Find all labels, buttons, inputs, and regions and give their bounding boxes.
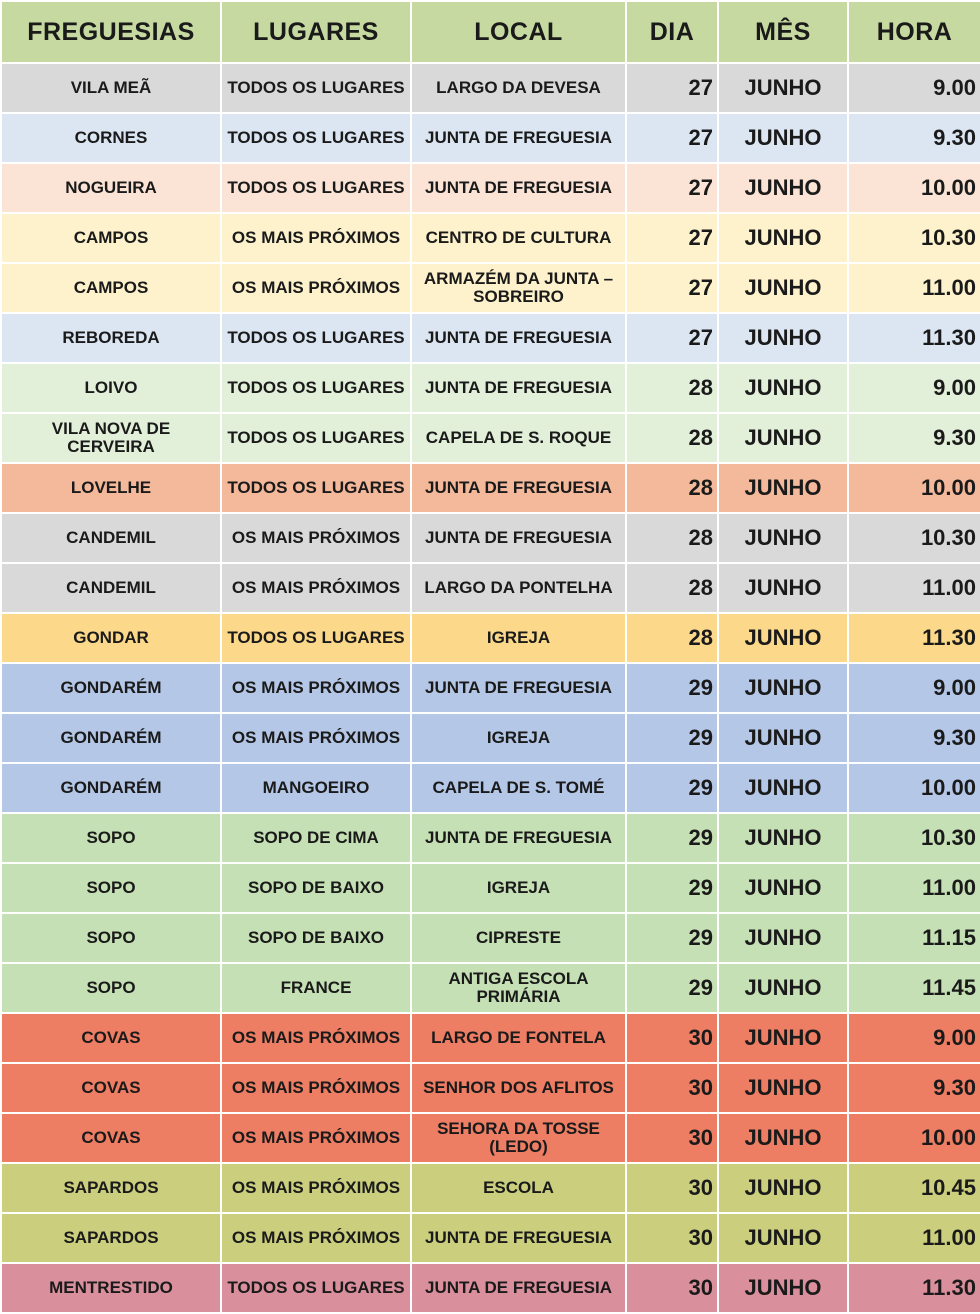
cell-hora: 10.00 [848, 463, 980, 513]
cell-freguesias: VILA NOVA DE CERVEIRA [1, 413, 221, 463]
table-row [1, 813, 980, 863]
cell-dia: 29 [626, 713, 718, 763]
cell-freguesias: CANDEMIL [1, 513, 221, 563]
cell-lugares: SOPO DE BAIXO [221, 863, 411, 913]
cell-freguesias: COVAS [1, 1063, 221, 1113]
table-row [1, 713, 980, 763]
cell-lugares: OS MAIS PRÓXIMOS [221, 563, 411, 613]
cell-local: SEHORA DA TOSSE (LEDO) [411, 1113, 626, 1163]
cell-hora: 9.00 [848, 63, 980, 113]
cell-lugares: OS MAIS PRÓXIMOS [221, 713, 411, 763]
cell-local: JUNTA DE FREGUESIA [411, 113, 626, 163]
column-header-dia: DIA [626, 1, 718, 63]
cell-lugares: TODOS OS LUGARES [221, 163, 411, 213]
cell-dia: 27 [626, 163, 718, 213]
table-row [1, 1163, 980, 1213]
cell-local: JUNTA DE FREGUESIA [411, 513, 626, 563]
cell-mes: JUNHO [718, 113, 848, 163]
table-header [1, 1, 980, 63]
cell-hora: 10.30 [848, 513, 980, 563]
cell-freguesias: SOPO [1, 913, 221, 963]
cell-dia: 27 [626, 263, 718, 313]
cell-dia: 30 [626, 1013, 718, 1063]
cell-dia: 27 [626, 113, 718, 163]
cell-mes: JUNHO [718, 763, 848, 813]
cell-mes: JUNHO [718, 1013, 848, 1063]
cell-dia: 27 [626, 213, 718, 263]
cell-lugares: TODOS OS LUGARES [221, 463, 411, 513]
cell-local: ARMAZÉM DA JUNTA – SOBREIRO [411, 263, 626, 313]
column-header-mes: MÊS [718, 1, 848, 63]
cell-freguesias: COVAS [1, 1113, 221, 1163]
cell-mes: JUNHO [718, 213, 848, 263]
cell-mes: JUNHO [718, 563, 848, 613]
cell-mes: JUNHO [718, 1063, 848, 1113]
cell-hora: 10.00 [848, 763, 980, 813]
cell-freguesias: SOPO [1, 863, 221, 913]
cell-freguesias: MENTRESTIDO [1, 1263, 221, 1313]
cell-hora: 9.30 [848, 113, 980, 163]
cell-lugares: OS MAIS PRÓXIMOS [221, 513, 411, 563]
cell-dia: 28 [626, 563, 718, 613]
cell-local: JUNTA DE FREGUESIA [411, 163, 626, 213]
cell-mes: JUNHO [718, 1213, 848, 1263]
cell-local: CAPELA DE S. ROQUE [411, 413, 626, 463]
cell-local: LARGO DA DEVESA [411, 63, 626, 113]
cell-mes: JUNHO [718, 463, 848, 513]
cell-lugares: MANGOEIRO [221, 763, 411, 813]
table-row [1, 563, 980, 613]
cell-lugares: OS MAIS PRÓXIMOS [221, 1013, 411, 1063]
cell-local: IGREJA [411, 613, 626, 663]
table-row [1, 413, 980, 463]
cell-lugares: TODOS OS LUGARES [221, 1263, 411, 1313]
cell-hora: 9.00 [848, 663, 980, 713]
table-row [1, 163, 980, 213]
cell-freguesias: LOIVO [1, 363, 221, 413]
table-row [1, 863, 980, 913]
cell-hora: 10.30 [848, 213, 980, 263]
table-row [1, 113, 980, 163]
cell-mes: JUNHO [718, 63, 848, 113]
cell-freguesias: VILA MEÃ [1, 63, 221, 113]
cell-freguesias: SOPO [1, 813, 221, 863]
table-row [1, 763, 980, 813]
table-row [1, 213, 980, 263]
table-row [1, 1063, 980, 1113]
cell-lugares: OS MAIS PRÓXIMOS [221, 663, 411, 713]
cell-lugares: OS MAIS PRÓXIMOS [221, 263, 411, 313]
table-body [1, 63, 980, 1313]
cell-mes: JUNHO [718, 613, 848, 663]
cell-local: ESCOLA [411, 1163, 626, 1213]
cell-dia: 29 [626, 663, 718, 713]
cell-lugares: TODOS OS LUGARES [221, 313, 411, 363]
cell-mes: JUNHO [718, 163, 848, 213]
column-header-local: LOCAL [411, 1, 626, 63]
table-row [1, 63, 980, 113]
cell-mes: JUNHO [718, 413, 848, 463]
table-row [1, 1113, 980, 1163]
cell-dia: 30 [626, 1163, 718, 1213]
cell-hora: 11.00 [848, 263, 980, 313]
cell-lugares: FRANCE [221, 963, 411, 1013]
column-header-lugares: LUGARES [221, 1, 411, 63]
cell-lugares: TODOS OS LUGARES [221, 113, 411, 163]
cell-freguesias: SAPARDOS [1, 1213, 221, 1263]
cell-freguesias: GONDARÉM [1, 763, 221, 813]
table-row [1, 513, 980, 563]
cell-lugares: OS MAIS PRÓXIMOS [221, 1113, 411, 1163]
cell-freguesias: SOPO [1, 963, 221, 1013]
table-row [1, 463, 980, 513]
cell-mes: JUNHO [718, 713, 848, 763]
cell-dia: 30 [626, 1263, 718, 1313]
cell-hora: 10.45 [848, 1163, 980, 1213]
cell-local: IGREJA [411, 713, 626, 763]
cell-dia: 28 [626, 363, 718, 413]
cell-hora: 9.30 [848, 713, 980, 763]
cell-freguesias: CANDEMIL [1, 563, 221, 613]
cell-mes: JUNHO [718, 963, 848, 1013]
cell-hora: 11.00 [848, 563, 980, 613]
cell-mes: JUNHO [718, 1163, 848, 1213]
cell-hora: 9.30 [848, 1063, 980, 1113]
cell-freguesias: GONDAR [1, 613, 221, 663]
cell-hora: 9.30 [848, 413, 980, 463]
cell-hora: 11.45 [848, 963, 980, 1013]
table-row [1, 263, 980, 313]
cell-dia: 27 [626, 313, 718, 363]
cell-lugares: OS MAIS PRÓXIMOS [221, 1063, 411, 1113]
cell-dia: 29 [626, 963, 718, 1013]
cell-mes: JUNHO [718, 863, 848, 913]
cell-lugares: OS MAIS PRÓXIMOS [221, 1163, 411, 1213]
table-row [1, 1213, 980, 1263]
cell-hora: 10.00 [848, 1113, 980, 1163]
table-row [1, 963, 980, 1013]
cell-dia: 28 [626, 513, 718, 563]
cell-mes: JUNHO [718, 913, 848, 963]
cell-local: JUNTA DE FREGUESIA [411, 1213, 626, 1263]
cell-mes: JUNHO [718, 813, 848, 863]
cell-freguesias: LOVELHE [1, 463, 221, 513]
cell-local: LARGO DA PONTELHA [411, 563, 626, 613]
cell-hora: 11.30 [848, 1263, 980, 1313]
cell-freguesias: CAMPOS [1, 263, 221, 313]
cell-lugares: TODOS OS LUGARES [221, 413, 411, 463]
cell-mes: JUNHO [718, 1263, 848, 1313]
table-row [1, 313, 980, 363]
cell-dia: 29 [626, 913, 718, 963]
header-row [1, 1, 980, 63]
table-row [1, 913, 980, 963]
cell-hora: 10.30 [848, 813, 980, 863]
column-header-freguesias: FREGUESIAS [1, 1, 221, 63]
cell-dia: 28 [626, 613, 718, 663]
cell-mes: JUNHO [718, 263, 848, 313]
table-row [1, 363, 980, 413]
cell-local: JUNTA DE FREGUESIA [411, 813, 626, 863]
cell-dia: 28 [626, 463, 718, 513]
cell-dia: 29 [626, 813, 718, 863]
cell-hora: 10.00 [848, 163, 980, 213]
cell-local: ANTIGA ESCOLA PRIMÁRIA [411, 963, 626, 1013]
cell-local: IGREJA [411, 863, 626, 913]
cell-hora: 9.00 [848, 363, 980, 413]
cell-local: SENHOR DOS AFLITOS [411, 1063, 626, 1113]
cell-freguesias: GONDARÉM [1, 663, 221, 713]
cell-mes: JUNHO [718, 513, 848, 563]
cell-local: JUNTA DE FREGUESIA [411, 663, 626, 713]
cell-hora: 11.15 [848, 913, 980, 963]
cell-freguesias: COVAS [1, 1013, 221, 1063]
cell-local: JUNTA DE FREGUESIA [411, 463, 626, 513]
cell-hora: 11.30 [848, 613, 980, 663]
cell-lugares: OS MAIS PRÓXIMOS [221, 213, 411, 263]
cell-mes: JUNHO [718, 1113, 848, 1163]
cell-dia: 30 [626, 1213, 718, 1263]
cell-local: JUNTA DE FREGUESIA [411, 313, 626, 363]
cell-dia: 30 [626, 1113, 718, 1163]
cell-lugares: OS MAIS PRÓXIMOS [221, 1213, 411, 1263]
cell-mes: JUNHO [718, 363, 848, 413]
cell-local: CIPRESTE [411, 913, 626, 963]
table-row [1, 663, 980, 713]
cell-local: LARGO DE FONTELA [411, 1013, 626, 1063]
cell-dia: 28 [626, 413, 718, 463]
cell-dia: 29 [626, 863, 718, 913]
cell-local: CENTRO DE CULTURA [411, 213, 626, 263]
column-header-hora: HORA [848, 1, 980, 63]
cell-freguesias: NOGUEIRA [1, 163, 221, 213]
cell-mes: JUNHO [718, 313, 848, 363]
table-row [1, 1013, 980, 1063]
cell-freguesias: SAPARDOS [1, 1163, 221, 1213]
cell-local: JUNTA DE FREGUESIA [411, 363, 626, 413]
cell-hora: 9.00 [848, 1013, 980, 1063]
cell-freguesias: GONDARÉM [1, 713, 221, 763]
cell-dia: 27 [626, 63, 718, 113]
cell-hora: 11.30 [848, 313, 980, 363]
cell-lugares: SOPO DE CIMA [221, 813, 411, 863]
cell-mes: JUNHO [718, 663, 848, 713]
cell-lugares: SOPO DE BAIXO [221, 913, 411, 963]
cell-freguesias: REBOREDA [1, 313, 221, 363]
cell-lugares: TODOS OS LUGARES [221, 63, 411, 113]
cell-dia: 29 [626, 763, 718, 813]
cell-freguesias: CORNES [1, 113, 221, 163]
cell-hora: 11.00 [848, 1213, 980, 1263]
cell-lugares: TODOS OS LUGARES [221, 613, 411, 663]
cell-local: CAPELA DE S. TOMÉ [411, 763, 626, 813]
table-row [1, 1263, 980, 1313]
cell-hora: 11.00 [848, 863, 980, 913]
cell-lugares: TODOS OS LUGARES [221, 363, 411, 413]
cell-freguesias: CAMPOS [1, 213, 221, 263]
table-row [1, 613, 980, 663]
cell-dia: 30 [626, 1063, 718, 1113]
cell-local: JUNTA DE FREGUESIA [411, 1263, 626, 1313]
